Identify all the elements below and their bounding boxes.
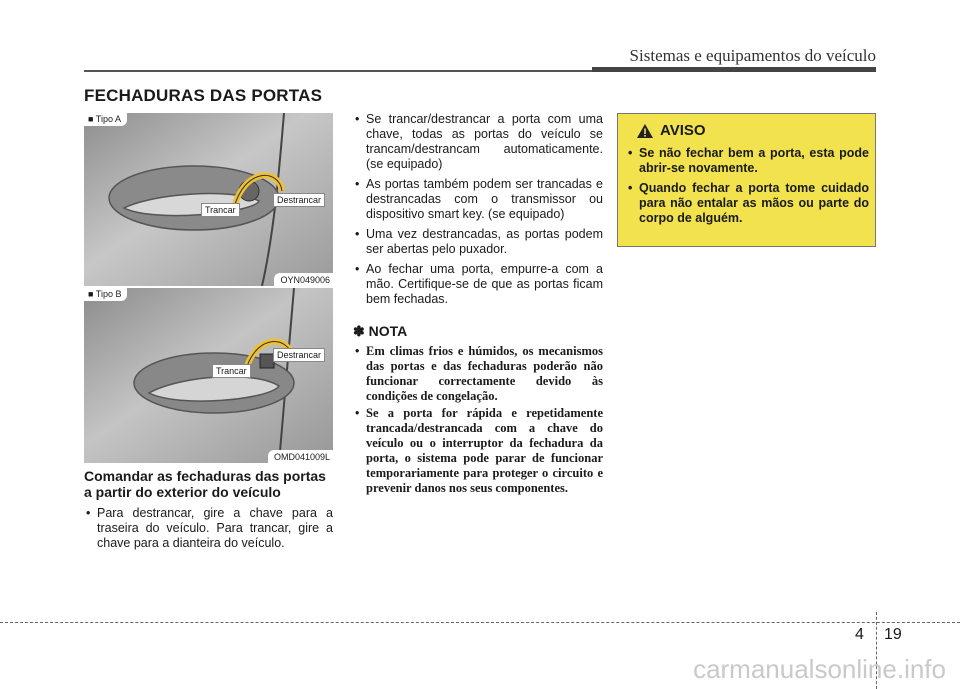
list-item: • Se não fechar bem a porta, esta pode abrir-se novamente. — [626, 146, 869, 176]
figure-code: OYN049006 — [274, 273, 333, 286]
warning-heading — [636, 122, 706, 139]
lock-callout: Trancar — [201, 203, 240, 217]
figure-tag: ■ Tipo A — [84, 113, 127, 126]
lock-callout: Trancar — [212, 364, 251, 378]
list-item: • Ao fechar uma porta, empurre-a com a mão. Certifique-se de que as portas ficam bem fechadas. — [353, 262, 603, 307]
warning-triangle-icon — [636, 123, 654, 139]
left-bullet-list — [84, 506, 333, 551]
door-handle-illustration-b — [84, 288, 333, 463]
list-item: • Quando fechar a porta tome cuidado para não entalar as mãos ou parte do corpo de alguém. — [626, 181, 869, 226]
watermark: carmanualsonline.info — [693, 654, 946, 684]
list-item: • Se a porta for rápida e repetidamente trancada/destrancada com a chave do veículo ou o interruptor da fechadura da porta, o sistema pode parar de funcionar temporariamente para proteger o circuito e prevenir danos nos seus componentes. — [353, 406, 603, 496]
figure-tag: ■ Tipo B — [84, 288, 127, 301]
middle-column-text — [353, 112, 603, 498]
unlock-callout: Destrancar — [273, 348, 325, 362]
figure-tag-label: Tipo A — [95, 114, 121, 124]
running-header: Sistemas e equipamentos do veículo — [629, 46, 876, 65]
chapter-number: 4 — [855, 626, 864, 643]
list-item: • Se trancar/destrancar a porta com uma chave, todas as portas do veículo se trancam/destrancam automaticamente. (se equipado) — [353, 112, 603, 172]
section-title: FECHADURAS DAS PORTAS — [84, 86, 323, 105]
figure-code: OMD041009L — [268, 450, 333, 463]
subheading: Comandar as fechaduras das portas a partir do exterior do veículo — [84, 468, 326, 500]
list-item: • Em climas frios e húmidos, os mecanismos das portas e das fechaduras poderão não funcionar correctamente devido às condições de congelação. — [353, 344, 603, 404]
list-item: • As portas também podem ser trancadas e destrancadas com o transmissor ou dispositivo smart key. (se equipado) — [353, 177, 603, 222]
list-item: • Para destrancar, gire a chave para a traseira do veículo. Para trancar, gire a chave para a dianteira do veículo. — [84, 506, 333, 551]
unlock-callout: Destrancar — [273, 193, 325, 207]
figure-tag-label: Tipo B — [95, 289, 122, 299]
header-rule-accent — [592, 67, 876, 72]
list-item: • Uma vez destrancadas, as portas podem ser abertas pelo puxador. — [353, 227, 603, 257]
figure-type-b — [84, 288, 333, 463]
page-number: 19 — [884, 626, 902, 643]
note-heading: ✽ NOTA — [353, 323, 408, 339]
footer-rule — [0, 622, 960, 623]
left-column-text — [84, 468, 333, 556]
warning-box — [617, 113, 876, 247]
warning-bullet-list — [626, 146, 869, 231]
warning-title: AVISO — [660, 122, 706, 139]
figure-type-a — [84, 113, 333, 286]
middle-bullet-list — [353, 112, 603, 307]
note-bullet-list — [353, 344, 603, 496]
